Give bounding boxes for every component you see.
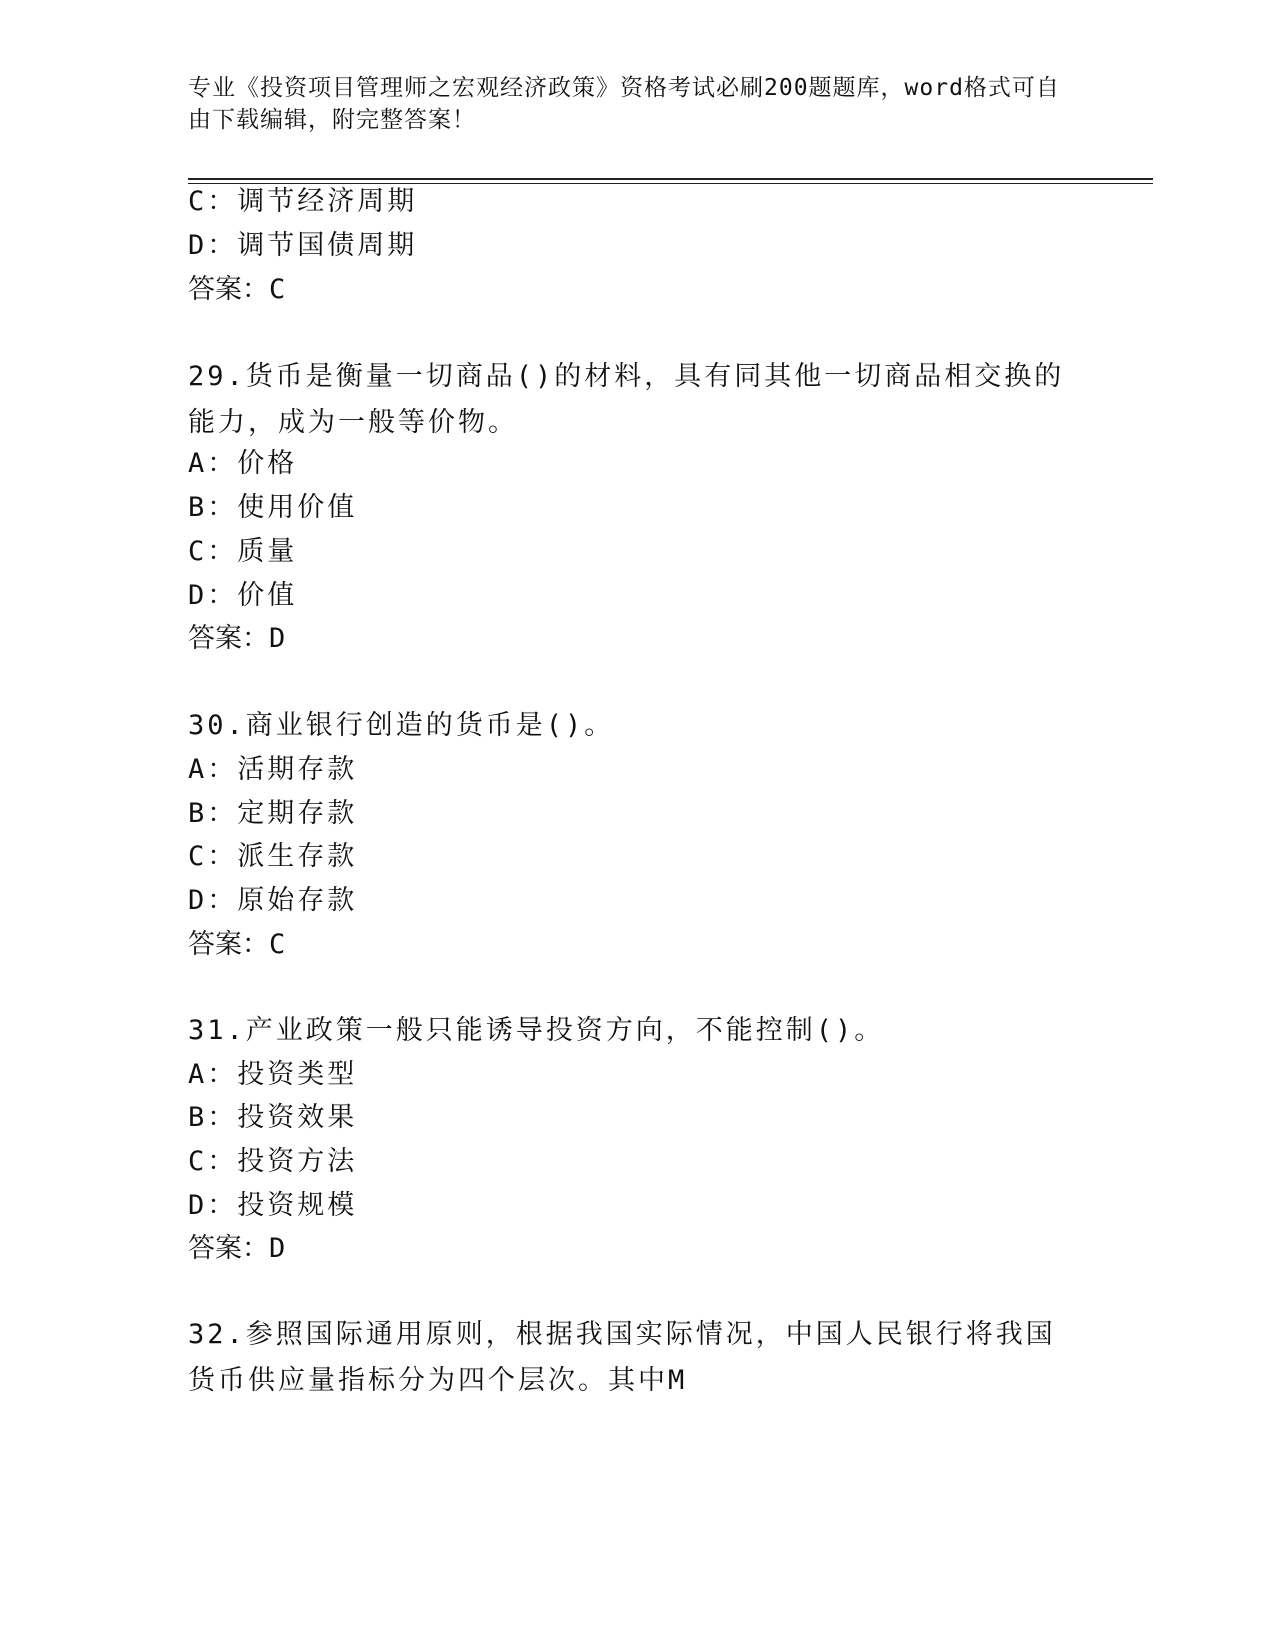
question-29-option-c: C：质量 xyxy=(188,536,298,567)
question-29-answer xyxy=(188,621,285,657)
question-29-option-a: A：价格 xyxy=(188,448,298,479)
answer-value: D xyxy=(269,1233,286,1264)
prev-option-d: D：调节国债周期 xyxy=(188,230,418,261)
question-29-option-d: D：价值 xyxy=(188,580,298,611)
question-31-answer xyxy=(188,1231,285,1267)
question-31-option-a: A：投资类型 xyxy=(188,1059,358,1090)
answer-value: C xyxy=(269,929,286,960)
header-divider xyxy=(188,178,1153,180)
question-30-option-d: D：原始存款 xyxy=(188,885,358,916)
question-29-stem: 29.货币是衡量一切商品()的材料，具有同其他一切商品相交换的能力，成为一般等价物。 xyxy=(188,361,1065,438)
prev-answer xyxy=(188,272,285,308)
question-32-stem: 32.参照国际通用原则，根据我国实际情况，中国人民银行将我国货币供应量指标分为四个层次。其中M xyxy=(188,1319,1056,1396)
answer-value: C xyxy=(269,274,286,305)
question-31-option-b: B：投资效果 xyxy=(188,1102,358,1133)
question-30-answer xyxy=(188,927,285,963)
question-29-option-b: B：使用价值 xyxy=(188,492,358,523)
answer-label: 答案： xyxy=(188,1233,269,1264)
answer-label: 答案： xyxy=(188,929,269,960)
question-31-stem: 31.产业政策一般只能诱导投资方向，不能控制()。 xyxy=(188,1015,885,1046)
question-31-option-c: C：投资方法 xyxy=(188,1146,358,1177)
question-30-option-a: A：活期存款 xyxy=(188,754,358,785)
question-31-option-d: D：投资规模 xyxy=(188,1190,358,1221)
answer-value: D xyxy=(269,623,286,654)
document-header: 专业《投资项目管理师之宏观经济政策》资格考试必刷200题题库，word格式可自由下载编辑，附完整答案！ xyxy=(188,75,1060,133)
answer-label: 答案： xyxy=(188,274,269,305)
question-30-stem: 30.商业银行创造的货币是()。 xyxy=(188,710,615,741)
question-30-option-c: C：派生存款 xyxy=(188,841,358,872)
answer-label: 答案： xyxy=(188,623,269,654)
prev-option-c: C：调节经济周期 xyxy=(188,186,418,217)
question-30-option-b: B：定期存款 xyxy=(188,798,358,829)
